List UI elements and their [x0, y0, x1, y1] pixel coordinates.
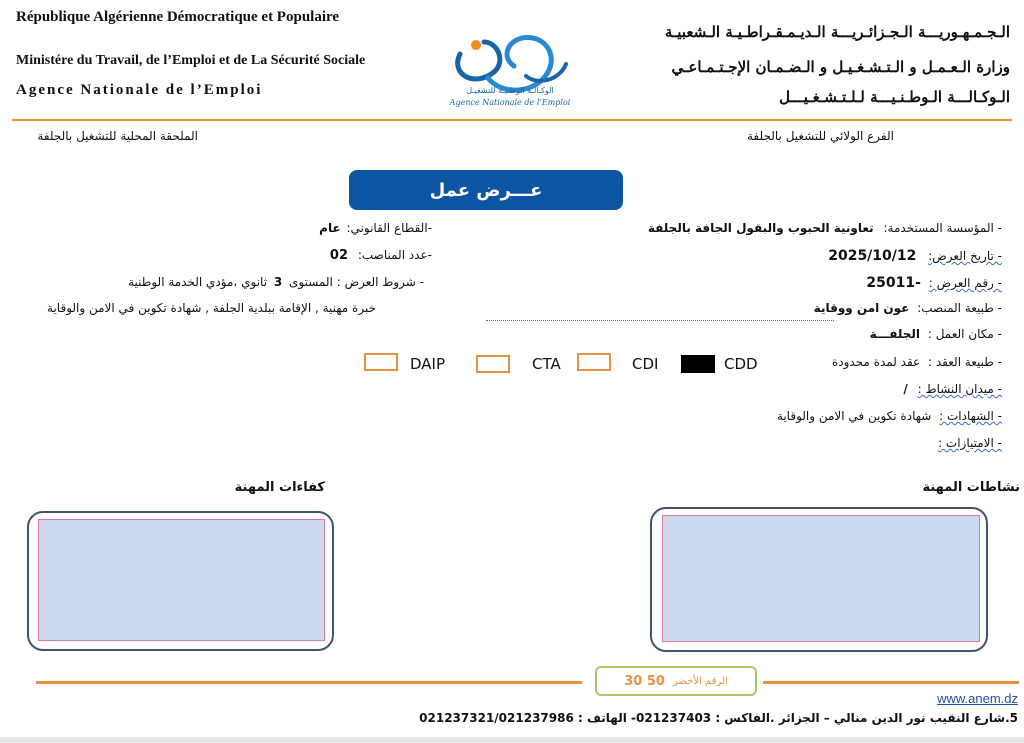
logo-fr-text: Agence Nationale de l’Emploi [449, 98, 571, 107]
header-ar-republic: الـجـمـهـوريـــة الـجـزائـريـــة الـديـمـقـراطـيـة الـشعبيـة [664, 23, 1010, 41]
cdd-checkbox[interactable] [681, 355, 715, 373]
date-row [828, 248, 1002, 264]
sector-value: عام [319, 221, 341, 235]
header-fr-agency: Agence Nationale de l’Emploi [16, 82, 263, 98]
positions-count-value: 02 [329, 248, 348, 263]
contract-value: عقد لمدة محدودة [831, 355, 921, 369]
conditions-label: - شروط العرض : المستوى [289, 275, 424, 289]
position-row [814, 301, 1002, 315]
green-number-box [595, 666, 757, 696]
positions-count-row [330, 248, 432, 263]
activities-heading: نشاطات المهنة [922, 480, 1020, 495]
number-row [866, 275, 1002, 291]
number-value: -25011 [866, 275, 921, 291]
header-ar-ministry: وزارة الـعـمـل و الـتـشـغـيـل و الـضـمـان الإجـتـمـاعـي [671, 58, 1010, 76]
cta-checkbox[interactable] [476, 355, 510, 373]
website-link[interactable]: www.anem.dz [937, 691, 1018, 706]
workplace-row [870, 327, 1002, 341]
conditions-level: 3 [273, 275, 283, 289]
employer-label: - المؤسسة المستخدمة: [883, 221, 1002, 235]
position-label: - طبيعة المنصب: [917, 301, 1002, 315]
certificates-label: - الشهادات : [939, 409, 1002, 423]
contract-label: - طبيعة العقد : [928, 355, 1002, 369]
benefits-row [938, 436, 1002, 450]
position-value: عون امن ووقاية [813, 301, 910, 315]
header-fr-ministry: Ministére du Travail, de l’Emploi et de La Sécurité Sociale [16, 53, 366, 68]
workplace-label: - مكان العمل : [927, 327, 1002, 341]
contract-row [832, 355, 1002, 369]
competencies-heading: كفاءات المهنة [234, 480, 325, 495]
green-number-value: 30 50 [624, 673, 665, 689]
agency-logo [440, 16, 580, 112]
field-row [903, 382, 1002, 396]
date-label: - تاريخ العرض: [928, 249, 1002, 263]
certificates-value: شهادة تكوين في الامن والوقاية [776, 409, 932, 423]
cdi-checkbox[interactable] [577, 353, 611, 371]
daip-label: DAIP [410, 355, 446, 373]
conditions-row [128, 275, 424, 289]
footer-line-right [763, 681, 1019, 684]
footer-address: 5.شارع النقيب نور الدين منالي – الجزائر .الفاكس : 021237403- الهاتف : 021237321/021237986 [419, 711, 1018, 725]
certificates-row [777, 409, 1002, 423]
employer-value: تعاونية الحبوب والبقول الجافة بالجلفة [647, 221, 874, 235]
header-fr-republic: République Algérienne Démocratique et Populaire [16, 9, 340, 25]
date-value: 2025/10/12 [828, 248, 917, 264]
activities-content[interactable] [662, 515, 980, 642]
page-title: عـــرض عمل [349, 170, 623, 210]
number-label: - رقم العرض : [928, 276, 1002, 290]
logo-ar-text: الوكـالـة الوطنيـة للتشغيـل [466, 86, 554, 95]
footer-line-left [36, 681, 582, 684]
benefits-label: - الامتيازات : [938, 436, 1002, 450]
conditions-rest: ثانوي ،مؤدي الخدمة الوطنية [128, 275, 268, 289]
field-label: - ميدان النشاط : [917, 382, 1002, 396]
cdd-label: CDD [724, 355, 758, 373]
daip-checkbox[interactable] [364, 353, 398, 371]
bottom-scroll-bar [0, 737, 1024, 743]
sector-row [319, 221, 432, 235]
header-ar-agency: الـوكـالـــة الـوطـنـيـــة لـلـتـشـغـيـــل [779, 88, 1010, 106]
header-divider [12, 119, 1012, 121]
cdi-label: CDI [632, 355, 659, 373]
branch-wilaya: الفرع الولائي للتشغيل بالجلفة [747, 129, 894, 143]
cta-label: CTA [532, 355, 561, 373]
green-number-label: الرقم الأخضر [672, 675, 728, 687]
conditions-line2: خبرة مهنية , الإقامة ببلدية الجلفة , شهادة تكوين في الامن والوقاية [47, 301, 376, 315]
workplace-value: الجلفـــة [869, 327, 921, 341]
field-value: / [903, 382, 908, 396]
competencies-content[interactable] [38, 519, 325, 641]
employer-row [648, 221, 1002, 235]
sector-label: -القطاع القانوني: [346, 221, 432, 235]
positions-count-label: -عدد المناصب: [357, 248, 432, 262]
position-underline [486, 317, 834, 321]
branch-local: الملحقة المحلية للتشغيل بالجلفة [37, 129, 198, 143]
